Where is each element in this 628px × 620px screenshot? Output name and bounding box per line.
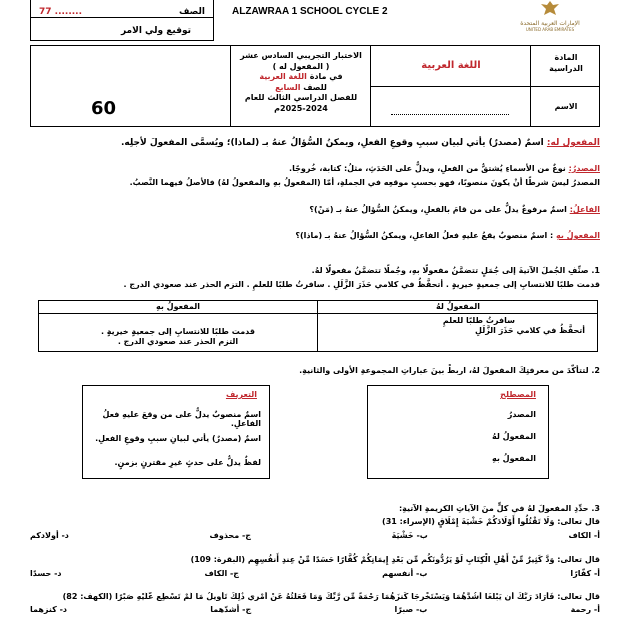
maful-lah-term: المفعول له:	[546, 138, 600, 148]
q1-col-maful-bih: المفعولُ بهِ	[156, 302, 200, 311]
exam-title-line-3	[233, 72, 369, 83]
fail-text: اسمٌ مرفوعٌ يدلُّ على من قامَ بالفعلِ، ويمكنُ السُّؤالُ عنهُ بـ (مَنْ)؟	[309, 205, 567, 214]
name-label: الاسم	[554, 102, 578, 111]
q1-instruction	[30, 266, 600, 275]
grade-cell	[31, 0, 214, 18]
q1-col-divider	[317, 301, 318, 351]
q2-def-2[interactable]: اسمٌ (مصدرٌ) يأتي لبيانِ سببِ وقوعِ الفعلِ.	[95, 434, 261, 443]
v1-option-d[interactable]: د- أولادكم	[30, 531, 69, 540]
name-input[interactable]	[391, 114, 509, 115]
exam-title-cell	[31, 46, 231, 126]
name-divider	[371, 86, 599, 87]
subject-label-1: المادة	[554, 53, 578, 62]
q3-verse-2	[30, 555, 600, 564]
verse-3-text: قال تعالى: فَأَرَادَ رَبُّكَ أَن يَبْلُغَا أَشُدَّهُمَا وَيَسْتَخْرِجَا كَنزَهُمَا رَحْمَةً مِّن رَّبِّكَ وَمَا فَعَلْتُهُ عَنْ أَمْرِي ذَٰلِكَ تَأْوِيلُ مَا لَمْ تَسْطِع عَّلَيْهِ صَبْرًا	[115, 592, 600, 601]
exam-subject: اللغة العربية	[259, 72, 307, 81]
def-fail	[30, 205, 600, 214]
q2-number: 2.	[591, 366, 600, 375]
q3-verse-1-options	[30, 531, 600, 540]
verse-2-ref: (البقرة: 109)	[190, 555, 246, 564]
fail-term: الفاعلُ:	[569, 205, 600, 214]
subject-label	[536, 52, 596, 74]
q1-table	[38, 300, 598, 352]
q1-lah-answer-1[interactable]: سافرتُ طلبًا للعلمِ	[442, 316, 515, 325]
q1-lah-answers[interactable]	[325, 316, 585, 336]
v2-option-c[interactable]: ج- الكاف	[204, 569, 240, 578]
maful-bih-term: المفعولُ بهِ	[556, 231, 600, 240]
falcon-emblem-icon	[539, 0, 561, 16]
grade-marks: 77 ........	[39, 7, 83, 17]
v3-option-a[interactable]: أ- رحمة	[570, 605, 600, 614]
q3-verse-1	[30, 517, 600, 526]
maful-bih-text: : اسمٌ منصوبٌ يقعُ عليهِ فعلُ الفاعلِ، ويمكنُ السُّؤالُ عنهُ بـ (ماذا)؟	[295, 231, 554, 240]
q1-bih-answer-1[interactable]: قدمت طلبًا للانتسابِ إلى جمعيةٍ خيريةٍ .	[100, 327, 256, 336]
q1-head-divider	[39, 313, 597, 314]
q3-instruction-text: حدِّدِ المفعولَ لهُ في كلٍّ منَ الآياتِ الكريمةِ الآتيةِ:	[398, 504, 589, 513]
exam-grade-prefix: للصف	[303, 82, 327, 92]
exam-title-line-1: الاختبار التجريبي السادس عشر	[240, 51, 362, 60]
v1-option-b[interactable]: ب- خَشْيَةَ	[391, 531, 428, 540]
q2-term-3[interactable]: المفعولُ بهِ	[492, 454, 536, 463]
def-masdar	[30, 164, 600, 173]
v2-option-a[interactable]: أ- كفّارًا	[570, 569, 600, 578]
q2-terms-box	[367, 385, 549, 479]
verse-1-ref: (الإسراء: 31)	[382, 517, 435, 526]
school-name: ALZAWRAA 1 SCHOOL CYCLE 2	[232, 6, 388, 17]
q1-bih-answer-2[interactable]: التزم الحذر عند صعودي الدرج .	[117, 337, 239, 346]
v2-option-d[interactable]: د- حسدًا	[30, 569, 62, 578]
exam-title-line-4	[233, 83, 369, 94]
q2-def-3[interactable]: لفظٌ يدلُّ على حدثٍ غيرِ مقترنٍ بزمنٍ.	[114, 458, 261, 467]
exam-grade: السابع	[275, 82, 301, 92]
q1-bih-answers[interactable]	[47, 327, 309, 347]
v3-option-b[interactable]: ب- صبرًا	[394, 605, 428, 614]
header-table	[30, 0, 214, 41]
exam-title-line-5: للفصل الدراسي الثالث للعام	[244, 93, 358, 102]
verse-2-text: قال تعالى: وَدَّ كَثِيرٌ مِّنْ أَهْلِ الْكِتَابِ لَوْ يَرُدُّونَكُم مِّن بَعْدِ إِيمَانِكُمْ كُفَّارًا حَسَدًا مِّنْ عِندِ أَنفُسِهِم	[247, 555, 600, 564]
exam-title	[233, 51, 369, 114]
q3-verse-2-options	[30, 569, 600, 578]
emblem-text: الإمارات العربية المتحدة	[520, 20, 580, 27]
subject-label-2: الدراسية	[549, 64, 583, 73]
v3-option-c[interactable]: ج- أشدّهما	[210, 605, 252, 614]
score: 60	[91, 98, 117, 119]
q2-defs-box	[82, 385, 270, 479]
exam-year: 2025-2024م	[274, 103, 328, 113]
def-maful-bih	[30, 231, 600, 240]
q2-def-1[interactable]: اسمٌ منصوبٌ يدلُّ على من وقعَ عليهِ فعلُ الفاعلِ.	[102, 410, 261, 428]
q1-lah-answer-2[interactable]: أتحفَّظُ في كلامي حَذَرَ الزَّلَلِ	[475, 326, 585, 335]
q2-instruction	[30, 366, 600, 375]
v3-option-d[interactable]: د- كنزهما	[30, 605, 68, 614]
q2-term-1[interactable]: المصدرُ	[507, 410, 536, 419]
class-label: الصف	[178, 7, 205, 17]
parent-signature-cell	[31, 18, 214, 41]
info-box	[30, 45, 600, 127]
exam-title-line-2: ( المفعول له )	[272, 61, 330, 71]
subject-value: اللغة العربية	[421, 60, 481, 71]
q1-instruction-text: صنِّفِ الجُملَ الآتيةَ إلى جُمَلٍ تتضمَّنُ مفعولًا بهِ، وجُملًا تتضمَّنُ مفعولًا لهُ.	[311, 266, 589, 275]
masdar-note: المصدرُ ليسَ شرطًا أنْ يكونَ منصوبًا، فهو بحسبِ موقعِه في الجملةِ، أمّا (المفعولُ بهِ والمفعولُ لهُ) فالأصلُ فيهما النَّصبُ.	[129, 178, 600, 187]
q3-instruction	[30, 504, 600, 513]
q3-verse-3-options	[30, 605, 600, 614]
v1-option-a[interactable]: أ- الكاف	[568, 531, 600, 540]
q1-number: 1.	[591, 266, 600, 275]
q2-def-title: التعريف	[225, 390, 257, 399]
v1-option-c[interactable]: ج- محذوف	[209, 531, 252, 540]
verse-3-ref: (الكهف: 82)	[62, 592, 113, 601]
def-maful-lah	[30, 138, 600, 148]
q1-sentences: قدمت طلبًا للانتسابِ إلى جمعيةٍ خيريةٍ . أتحفَّظُ في كلامي حَذَرَ الزَّلَلِ . سافرتُ طلبًا للعلمِ . التزم الحذر عند صعودي الدرج .	[123, 280, 600, 289]
masdar-text: نوعٌ من الأسماءِ يُشتقُّ من الفعلِ، ويدلُّ على الحَدَثِ، مثلُ: كتابة، خُروجًا.	[289, 164, 566, 173]
q2-term-title: المصطلح	[500, 390, 536, 399]
q2-term-2[interactable]: المفعولُ لهُ	[492, 432, 536, 441]
q3-verse-3	[30, 592, 600, 601]
v2-option-b[interactable]: ب- أنفسهم	[382, 569, 428, 578]
q2-instruction-text: لتتأكّدَ من معرفتِكَ المفعولَ لهُ، اربطْ بينَ عباراتِ المجموعةِ الأولى والثانيةِ.	[299, 366, 589, 375]
emblem-sub: UNITED ARAB EMIRATES	[525, 27, 575, 32]
parent-signature-label: توقيع ولي الامر	[120, 25, 191, 36]
uae-emblem	[520, 0, 580, 32]
q3-number: 3.	[591, 504, 600, 513]
verse-1-text: قال تعالى: وَلَا تَقْتُلُوا أَوْلَادَكُمْ خَشْيَةَ إِمْلَاقٍ	[437, 517, 600, 526]
q1-col-maful-lah: المفعولُ لهُ	[436, 302, 480, 311]
masdar-term: المصدرُ:	[568, 164, 600, 173]
exam-subject-prefix: في مادة	[309, 72, 343, 81]
maful-lah-text: اسمٌ (مصدرٌ) يأتي لبيان سببِ وقوعِ الفعلِ، ويمكنُ السُّؤالُ عنهُ بـ (لماذا)؛ ويُسمَّى المفعولَ لأجلِه.	[120, 138, 544, 148]
